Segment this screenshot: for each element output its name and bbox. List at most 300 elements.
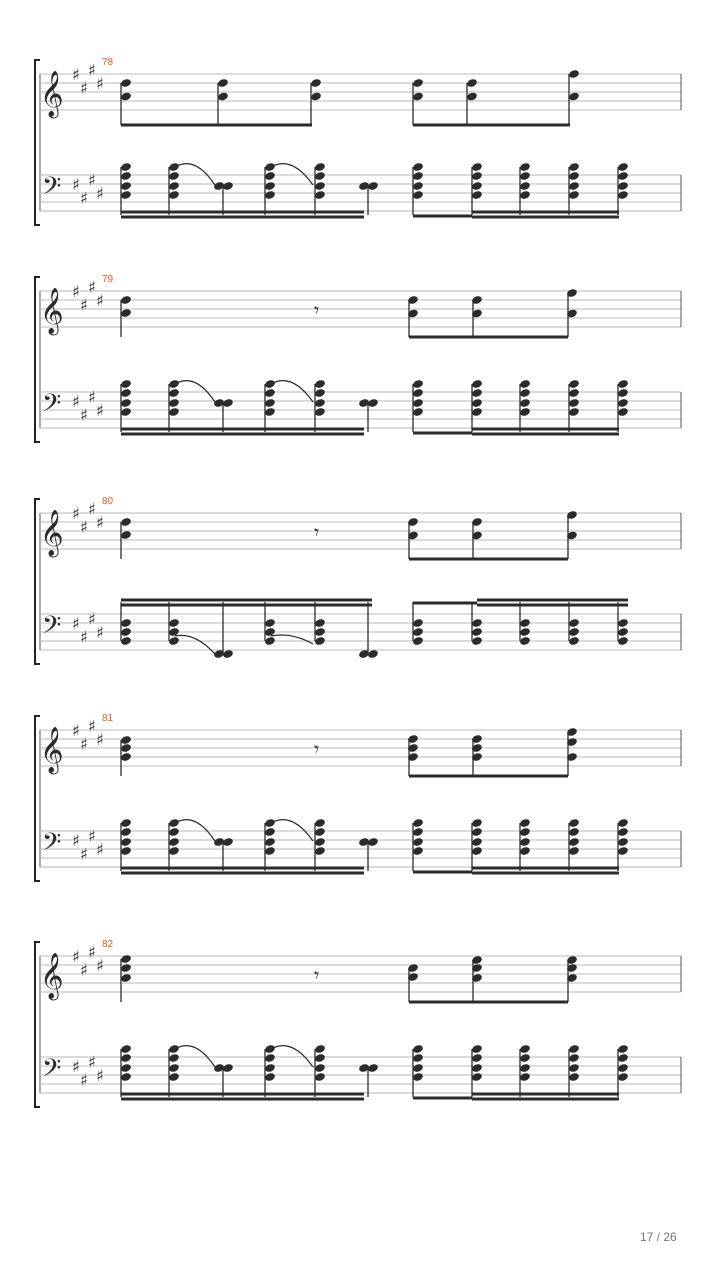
notehead — [412, 636, 424, 646]
notehead — [412, 837, 424, 847]
notehead — [120, 1053, 132, 1063]
notehead — [314, 618, 326, 628]
notehead — [314, 1063, 326, 1073]
sharp-accidental: ♯ — [80, 734, 88, 754]
sharp-accidental: ♯ — [88, 942, 96, 962]
sharp-accidental: ♯ — [88, 387, 96, 407]
notehead — [519, 846, 531, 856]
sharp-accidental: ♯ — [88, 609, 96, 629]
measure-number: 81 — [102, 713, 114, 724]
notehead — [617, 846, 629, 856]
sharp-accidental: ♯ — [72, 1057, 80, 1076]
notehead — [471, 379, 483, 389]
sharp-accidental: ♯ — [72, 614, 80, 633]
notehead — [314, 379, 326, 389]
notehead — [120, 517, 132, 527]
notehead — [519, 398, 531, 408]
notehead — [264, 388, 276, 398]
sharp-accidental: ♯ — [96, 956, 104, 975]
notehead — [471, 627, 483, 637]
tie — [175, 820, 215, 841]
notehead — [471, 636, 483, 646]
tie — [271, 381, 313, 402]
notehead — [120, 954, 132, 964]
notehead — [471, 1053, 483, 1063]
notehead — [168, 171, 180, 181]
notehead — [568, 636, 580, 646]
notehead — [120, 1063, 132, 1073]
notehead — [217, 78, 229, 88]
sharp-accidental: ♯ — [96, 513, 104, 532]
notehead — [471, 846, 483, 856]
notehead — [412, 846, 424, 856]
measure-number: 79 — [102, 274, 114, 285]
sharp-accidental: ♯ — [88, 1052, 96, 1072]
notehead — [120, 162, 132, 172]
notehead — [617, 837, 629, 847]
beam — [409, 558, 568, 561]
beam — [472, 211, 619, 214]
notehead — [120, 735, 132, 745]
notehead — [222, 837, 234, 847]
sharp-accidental: ♯ — [80, 1070, 88, 1090]
notehead — [264, 1063, 276, 1073]
notehead — [519, 818, 531, 828]
bass-clef: 𝄢 — [42, 172, 62, 207]
notehead — [617, 379, 629, 389]
notehead — [367, 398, 379, 408]
notehead — [264, 190, 276, 200]
notehead — [617, 627, 629, 637]
sharp-accidental: ♯ — [88, 60, 96, 80]
notehead — [471, 1063, 483, 1073]
notehead — [314, 818, 326, 828]
notehead — [617, 1053, 629, 1063]
sharp-accidental: ♯ — [72, 947, 80, 966]
notehead — [168, 827, 180, 837]
notehead — [471, 162, 483, 172]
beam — [121, 124, 312, 127]
bass-clef: 𝄢 — [42, 828, 62, 863]
notehead — [168, 379, 180, 389]
beam — [413, 215, 472, 218]
sharp-accidental: ♯ — [72, 65, 80, 84]
sharp-accidental: ♯ — [80, 517, 88, 537]
eighth-rest: 𝄾 — [314, 963, 320, 987]
notehead — [314, 636, 326, 646]
beam — [121, 867, 364, 870]
notehead — [568, 1044, 580, 1054]
beam — [121, 433, 364, 436]
notehead — [264, 398, 276, 408]
notehead — [412, 1072, 424, 1082]
sharp-accidental: ♯ — [96, 840, 104, 859]
treble-clef: 𝄞 — [40, 288, 64, 334]
notehead — [168, 818, 180, 828]
notehead — [168, 181, 180, 191]
notehead — [168, 1063, 180, 1073]
notehead — [617, 1063, 629, 1073]
notehead — [412, 1063, 424, 1073]
notehead — [264, 379, 276, 389]
notehead — [310, 78, 322, 88]
notehead — [412, 388, 424, 398]
notehead — [568, 398, 580, 408]
notehead — [412, 1053, 424, 1063]
sharp-accidental: ♯ — [96, 1066, 104, 1085]
notehead — [568, 162, 580, 172]
notehead — [519, 827, 531, 837]
eighth-rest: 𝄾 — [314, 298, 320, 322]
notehead — [222, 398, 234, 408]
treble-clef: 𝄞 — [40, 510, 64, 556]
sharp-accidental: ♯ — [80, 78, 88, 98]
notehead — [120, 398, 132, 408]
notehead — [168, 636, 180, 646]
notehead — [412, 379, 424, 389]
notehead — [168, 162, 180, 172]
notehead — [568, 379, 580, 389]
notehead — [519, 171, 531, 181]
sharp-accidental: ♯ — [88, 499, 96, 519]
notehead — [314, 190, 326, 200]
notehead — [471, 407, 483, 417]
notehead — [314, 1072, 326, 1082]
notehead — [471, 837, 483, 847]
beam — [413, 602, 477, 605]
notehead — [222, 181, 234, 191]
notehead — [367, 1063, 379, 1073]
notehead — [314, 398, 326, 408]
notehead — [120, 1044, 132, 1054]
notehead — [264, 827, 276, 837]
notehead — [471, 1044, 483, 1054]
sharp-accidental: ♯ — [72, 175, 80, 194]
notehead — [217, 91, 229, 101]
notehead — [568, 827, 580, 837]
notehead — [168, 618, 180, 628]
beam — [121, 1093, 364, 1096]
notehead — [314, 1044, 326, 1054]
eighth-rest: 𝄾 — [314, 737, 320, 761]
notehead — [168, 837, 180, 847]
notehead — [168, 398, 180, 408]
notehead — [168, 1053, 180, 1063]
tie — [271, 1046, 313, 1067]
notehead — [168, 388, 180, 398]
notehead — [568, 846, 580, 856]
notehead — [471, 181, 483, 191]
sharp-accidental: ♯ — [72, 831, 80, 850]
system-81 — [35, 713, 681, 881]
notehead — [264, 1044, 276, 1054]
notehead — [471, 827, 483, 837]
notehead — [519, 1044, 531, 1054]
notehead — [120, 78, 132, 88]
notehead — [617, 407, 629, 417]
measure-number: 82 — [102, 939, 114, 950]
notehead — [519, 636, 531, 646]
notehead — [120, 627, 132, 637]
treble-clef: 𝄞 — [40, 71, 64, 117]
notehead — [519, 618, 531, 628]
notehead — [314, 827, 326, 837]
notehead — [168, 407, 180, 417]
notehead — [617, 388, 629, 398]
notehead — [471, 1072, 483, 1082]
beam — [472, 867, 619, 870]
notehead — [466, 78, 478, 88]
notehead — [617, 162, 629, 172]
measure-number: 78 — [102, 57, 114, 68]
notehead — [120, 190, 132, 200]
beam — [472, 1098, 619, 1101]
notehead — [617, 618, 629, 628]
bass-clef: 𝄢 — [42, 611, 62, 646]
beam — [121, 428, 364, 431]
notehead — [568, 818, 580, 828]
beam — [472, 216, 619, 219]
notehead — [617, 181, 629, 191]
notehead — [617, 818, 629, 828]
notehead — [367, 837, 379, 847]
beam — [472, 428, 619, 431]
tie — [175, 635, 215, 654]
notehead — [412, 398, 424, 408]
notehead — [120, 1072, 132, 1082]
sharp-accidental: ♯ — [72, 721, 80, 740]
beam — [121, 604, 372, 607]
notehead — [412, 627, 424, 637]
notehead — [568, 1053, 580, 1063]
notehead — [617, 398, 629, 408]
treble-clef: 𝄞 — [40, 953, 64, 999]
notehead — [367, 181, 379, 191]
notehead — [466, 91, 478, 101]
notehead — [264, 818, 276, 828]
notehead — [519, 1053, 531, 1063]
notehead — [617, 636, 629, 646]
notehead — [264, 1053, 276, 1063]
notehead — [168, 1044, 180, 1054]
notehead — [120, 743, 132, 753]
notehead — [412, 171, 424, 181]
notehead — [264, 407, 276, 417]
notehead — [519, 388, 531, 398]
notehead — [120, 846, 132, 856]
notehead — [314, 407, 326, 417]
notehead — [222, 1063, 234, 1073]
notehead — [264, 171, 276, 181]
eighth-rest: 𝄾 — [314, 520, 320, 544]
notehead — [264, 846, 276, 856]
tie — [175, 381, 215, 402]
notehead — [264, 618, 276, 628]
tie — [175, 1046, 215, 1067]
notehead — [120, 295, 132, 305]
beam — [121, 1098, 364, 1101]
notehead — [314, 837, 326, 847]
beam — [477, 604, 628, 607]
notehead — [412, 407, 424, 417]
notehead — [568, 171, 580, 181]
notehead — [120, 181, 132, 191]
notehead — [120, 171, 132, 181]
beam — [472, 433, 619, 436]
beam — [477, 599, 628, 602]
notehead — [519, 407, 531, 417]
notehead — [168, 846, 180, 856]
sharp-accidental: ♯ — [80, 960, 88, 980]
sharp-accidental: ♯ — [80, 188, 88, 208]
notehead — [568, 190, 580, 200]
beam — [121, 216, 364, 219]
bass-clef: 𝄢 — [42, 389, 62, 424]
notehead — [519, 837, 531, 847]
notehead — [568, 407, 580, 417]
notehead — [519, 162, 531, 172]
notehead — [519, 190, 531, 200]
notehead — [412, 162, 424, 172]
tie — [271, 635, 313, 644]
notehead — [471, 818, 483, 828]
sharp-accidental: ♯ — [80, 627, 88, 647]
notehead — [120, 837, 132, 847]
notehead — [314, 846, 326, 856]
beam — [413, 432, 472, 435]
beam — [472, 1093, 619, 1096]
notehead — [120, 618, 132, 628]
bass-clef: 𝄢 — [42, 1054, 62, 1089]
notehead — [471, 388, 483, 398]
system-79 — [35, 274, 681, 442]
notehead — [120, 636, 132, 646]
measure-number: 80 — [102, 496, 114, 507]
notehead — [519, 627, 531, 637]
notehead — [519, 1063, 531, 1073]
beam — [413, 871, 472, 874]
sharp-accidental: ♯ — [72, 392, 80, 411]
notehead — [120, 752, 132, 762]
notehead — [617, 1044, 629, 1054]
sharp-accidental: ♯ — [80, 844, 88, 864]
notehead — [412, 818, 424, 828]
notehead — [471, 171, 483, 181]
sharp-accidental: ♯ — [96, 184, 104, 203]
notehead — [519, 379, 531, 389]
notehead — [264, 1072, 276, 1082]
notehead — [168, 1072, 180, 1082]
notehead — [412, 181, 424, 191]
notehead — [568, 618, 580, 628]
notehead — [568, 1072, 580, 1082]
notehead — [471, 398, 483, 408]
notehead — [412, 618, 424, 628]
notehead — [264, 636, 276, 646]
notehead — [519, 1072, 531, 1082]
notehead — [120, 963, 132, 973]
notehead — [314, 388, 326, 398]
beam — [121, 211, 364, 214]
notehead — [412, 190, 424, 200]
beam — [409, 336, 568, 339]
notehead — [412, 91, 424, 101]
page-indicator: 17 / 26 — [640, 1230, 677, 1244]
tie — [271, 164, 313, 185]
sharp-accidental: ♯ — [96, 401, 104, 420]
beam — [121, 599, 372, 602]
notehead — [120, 91, 132, 101]
system-82 — [35, 939, 681, 1107]
sharp-accidental: ♯ — [96, 623, 104, 642]
tie — [271, 820, 313, 841]
notehead — [568, 1063, 580, 1073]
notehead — [120, 407, 132, 417]
notehead — [471, 190, 483, 200]
notehead — [617, 1072, 629, 1082]
notehead — [568, 91, 580, 101]
notehead — [471, 618, 483, 628]
sharp-accidental: ♯ — [72, 504, 80, 523]
beam — [472, 872, 619, 875]
notehead — [412, 1044, 424, 1054]
notehead — [568, 181, 580, 191]
notehead — [314, 1053, 326, 1063]
sharp-accidental: ♯ — [88, 170, 96, 190]
notehead — [568, 388, 580, 398]
beam — [413, 1097, 472, 1100]
sharp-accidental: ♯ — [72, 282, 80, 301]
beam — [413, 124, 570, 127]
notehead — [412, 78, 424, 88]
notehead — [168, 190, 180, 200]
notehead — [314, 162, 326, 172]
notehead — [617, 827, 629, 837]
notehead — [617, 190, 629, 200]
notehead — [120, 827, 132, 837]
sharp-accidental: ♯ — [96, 74, 104, 93]
notehead — [314, 181, 326, 191]
notehead — [568, 627, 580, 637]
notehead — [264, 162, 276, 172]
notehead — [314, 171, 326, 181]
tie — [175, 164, 215, 185]
notehead — [568, 837, 580, 847]
sharp-accidental: ♯ — [88, 826, 96, 846]
sharp-accidental: ♯ — [96, 730, 104, 749]
sharp-accidental: ♯ — [80, 295, 88, 315]
sharp-accidental: ♯ — [88, 277, 96, 297]
notehead — [412, 827, 424, 837]
notehead — [120, 388, 132, 398]
beam — [409, 1001, 568, 1004]
notehead — [519, 181, 531, 191]
notehead — [617, 171, 629, 181]
system-80 — [35, 496, 681, 664]
notehead — [314, 627, 326, 637]
sharp-accidental: ♯ — [96, 291, 104, 310]
beam — [409, 775, 568, 778]
notehead — [120, 379, 132, 389]
beam — [121, 872, 364, 875]
sharp-accidental: ♯ — [80, 405, 88, 425]
notehead — [310, 91, 322, 101]
notehead — [120, 818, 132, 828]
treble-clef: 𝄞 — [40, 727, 64, 773]
notehead — [568, 69, 580, 79]
system-78 — [35, 57, 681, 225]
sharp-accidental: ♯ — [88, 716, 96, 736]
